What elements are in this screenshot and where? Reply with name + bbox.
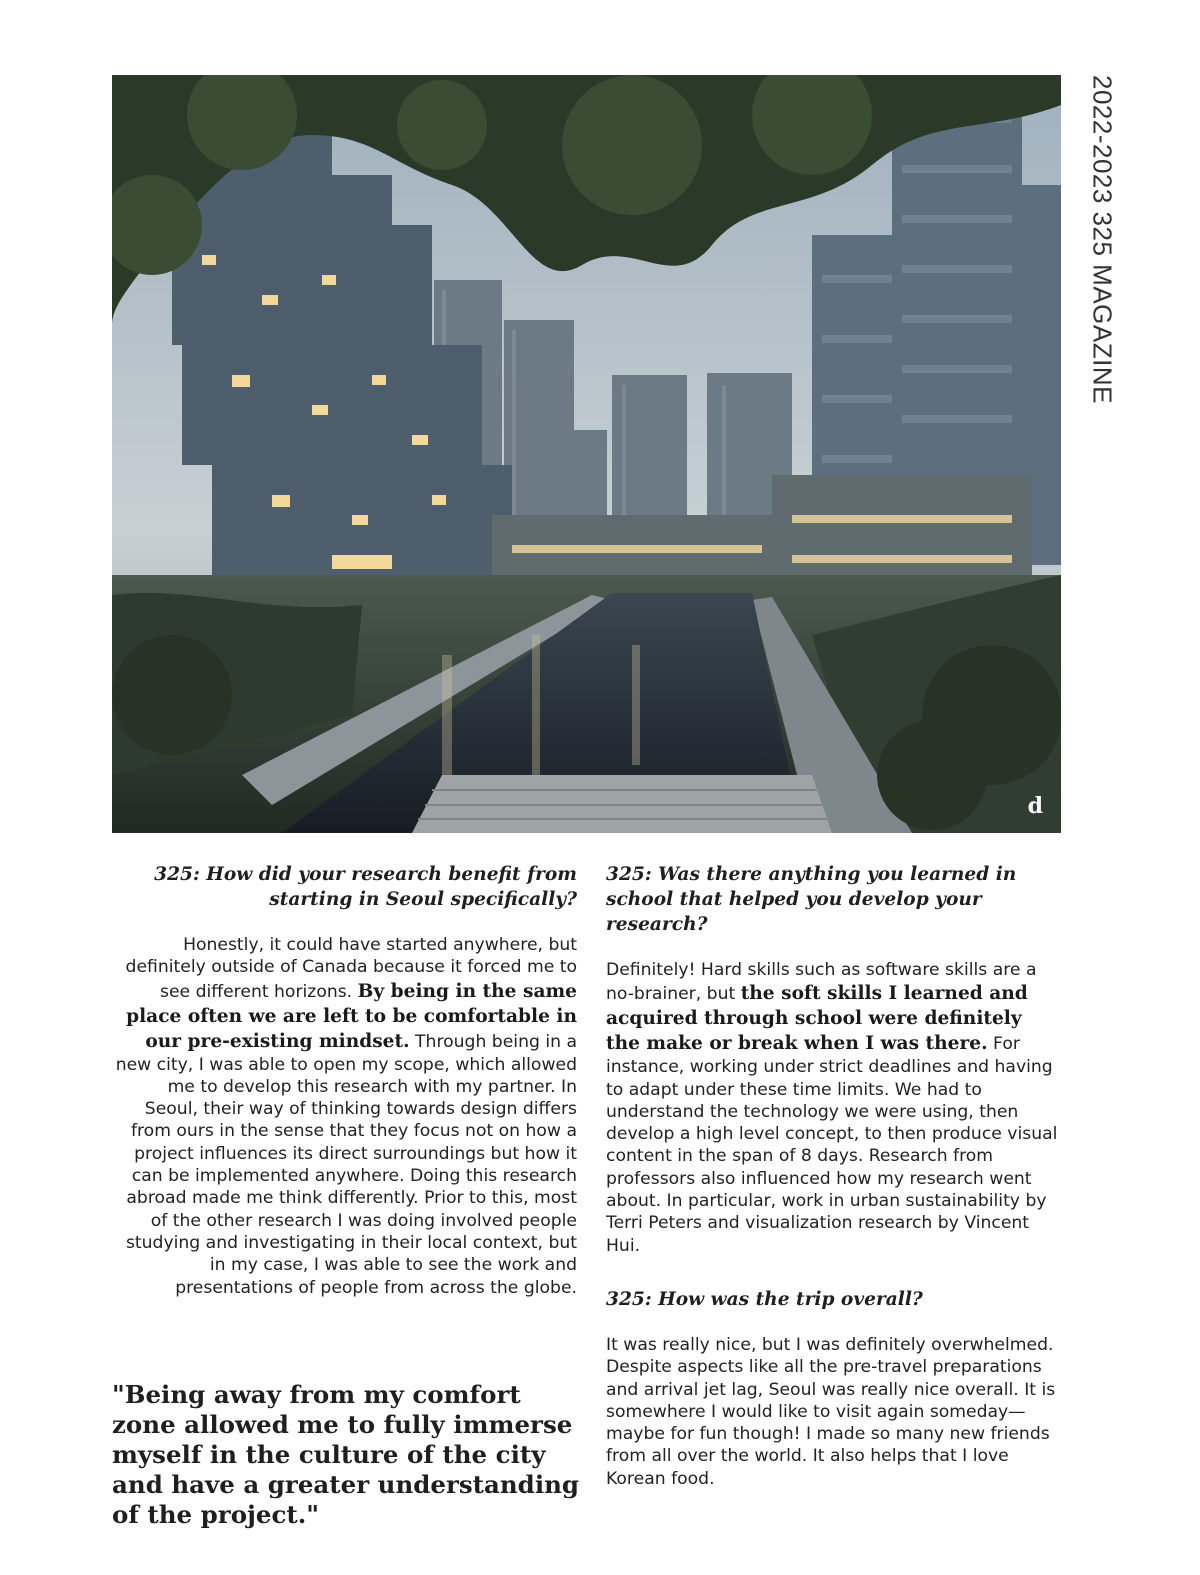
answer-text: Honestly, it could have started anywhere, but definitely outside of Canada because it forced me to see different horizons. [125, 935, 577, 1002]
magazine-side-title [1087, 75, 1118, 404]
left-column [112, 862, 577, 1299]
answer-text: Through being in a new city, I was able to open my scope, which allowed me to develop this research with my partner. In Seoul, their way of thinking towards design differs from ours in the sense that they focus not on how a project influences its direct surroundings but how it can be implemented anywhere. Doing this research abroad made me think differently. Prior to this, most of the other research I was doing involved people studying and investigating in their local context, but in my case, I was able to see the work and presentations of people from across the globe. [115, 1031, 577, 1298]
right-column [606, 862, 1062, 1490]
answer-emphasis: By being in the same place often we are left to be comfortable in our pre-existing mindset. [126, 980, 577, 1052]
hero-illustration [112, 75, 1061, 833]
question-heading: 325: Was there anything you learned in school that helped you develop your research? [606, 864, 1017, 935]
answer-text: Definitely! Hard skills such as software skills are a no-brainer, but [606, 960, 1037, 1005]
image-credit-mark: d [1027, 793, 1043, 819]
answer-paragraph [606, 959, 1062, 1257]
answer-text: For instance, working under strict deadlines and having to adapt under these time limits. We had to understand the technology we were using, then develop a high level concept, to then produce visual content in the span of 8 days. Research from professors also influenced how my research went about. In particular, work in urban sustainability by Terri Peters and visualization research by Vincent Hui. [606, 1034, 1058, 1256]
question-heading: 325: How did your research benefit from starting in Seoul specifically? [154, 864, 577, 910]
magazine-side-title-text: 2022-2023 325 MAGAZINE [1087, 75, 1118, 404]
question-heading: 325: How was the trip overall? [606, 1288, 923, 1310]
hero-image [112, 75, 1061, 833]
answer-paragraph: It was really nice, but I was definitely overwhelmed. Despite aspects like all the pre-travel preparations and arrival jet lag, Seoul was really nice overall. It is somewhere I would like to visit again someday—maybe for fun though! I made so many new friends from all over the world. It also helps that I love Korean food. [606, 1334, 1056, 1489]
answer-paragraph [112, 934, 577, 1299]
pull-quote: "Being away from my comfort zone allowed me to fully immerse myself in the culture of the city and have a greater understanding of the project." [112, 1380, 580, 1529]
answer-emphasis: the soft skills I learned and acquired through school were definitely the make or break when I was there. [606, 983, 1028, 1055]
